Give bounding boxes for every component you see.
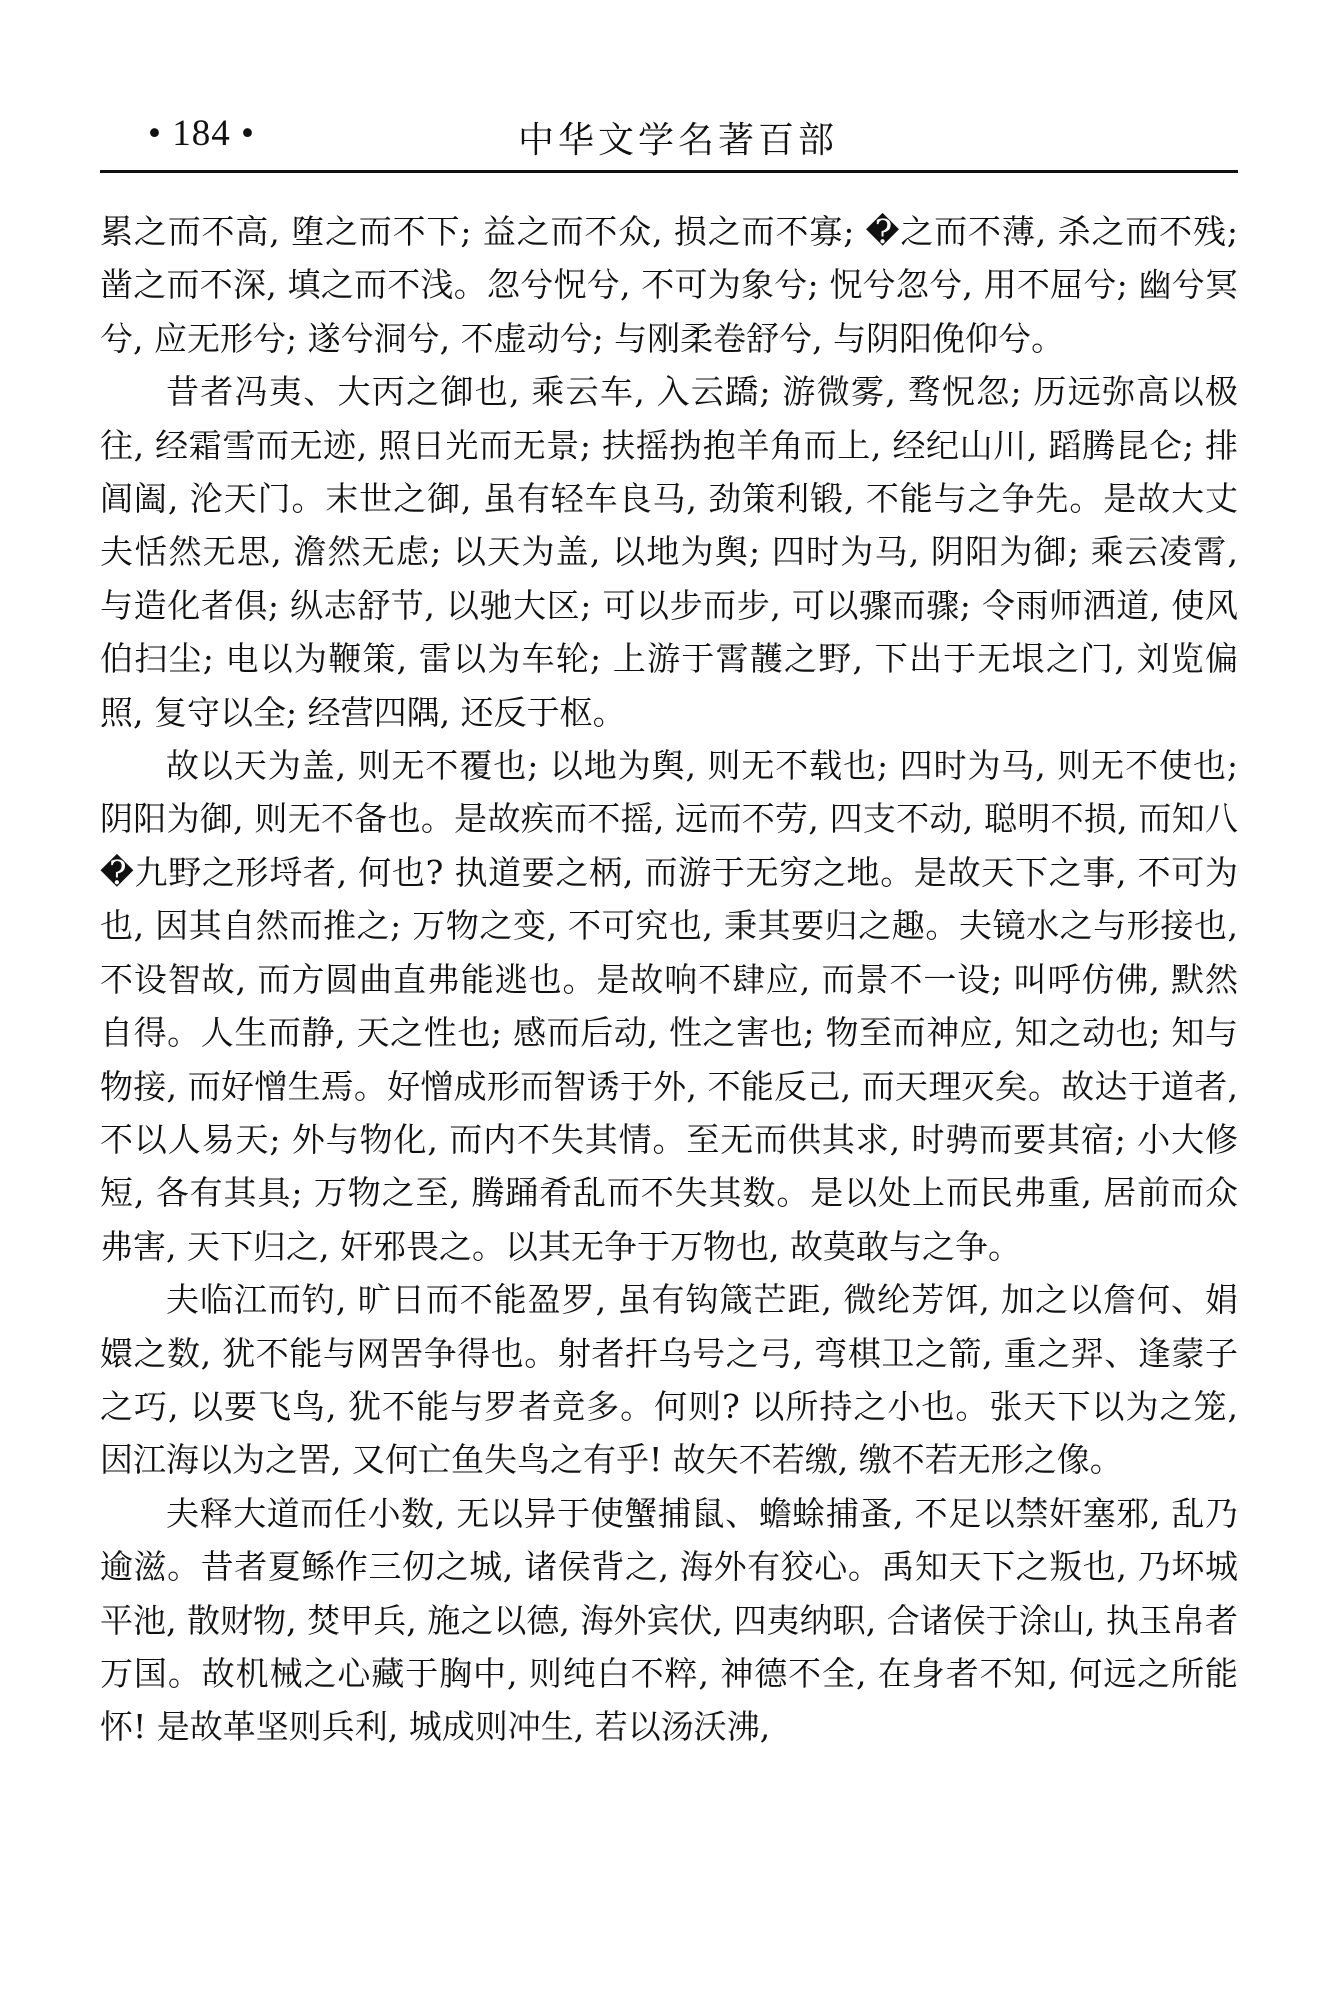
paragraph: 夫释大道而任小数, 无以异于使蟹捕鼠、蟾蜍捕蚤, 不足以禁奸塞邪, 乱乃逾滋。昔者夏鲧作三仞之城, 诸侯背之, 海外有狡心。禹知天下之叛也, 乃坏城平池, 散财物, 焚甲兵, 施之以德, 海外宾伏, 四夷纳职, 合诸侯于涂山, 执玉帛者万国。故机械之心藏于胸中, 则纯白不粹, 神德不全, 在身者不知, 何远之所能怀! 是故革坚则兵利, 城成则冲生, 若以汤沃沸, — [100, 1493, 1238, 1747]
page-header — [100, 100, 1238, 170]
paragraph: 累之而不高, 堕之而不下; 益之而不众, 损之而不寡; �之而不薄, 杀之而不残; 凿之而不深, 填之而不浅。忽兮怳兮, 不可为象兮; 怳兮忽兮, 用不屈兮; 幽兮冥兮, 应无形兮; 遂兮洞兮, 不虚动兮; 与刚柔卷舒兮, 与阴阳俛仰兮。 — [100, 212, 1238, 358]
body-text — [100, 205, 1238, 1754]
paragraph: 夫临江而钓, 旷日而不能盈罗, 虽有钩箴芒距, 微纶芳饵, 加之以詹何、娟嬛之数, 犹不能与网罟争得也。射者扞乌号之弓, 弯棋卫之箭, 重之羿、逢蒙子之巧, 以要飞鸟, 犹不能与罗者竞多。何则? 以所持之小也。张天下以为之笼, 因江海以为之罟, 又何亡鱼失鸟之有乎! 故矢不若缴, 缴不若无形之像。 — [100, 1280, 1238, 1480]
header-rule — [100, 170, 1238, 173]
book-title: 中华文学名著百部 — [518, 120, 839, 161]
page-number: • 184 • — [148, 113, 255, 154]
paragraph: 昔者冯夷、大丙之御也, 乘云车, 入云蹻; 游微雾, 骛怳忽; 历远弥高以极往, 经霜雪而无迹, 照日光而无景; 扶摇㧑抱羊角而上, 经纪山川, 蹈腾昆仑; 排阊阖, 沦天门。末世之御, 虽有轻车良马, 劲策利锻, 不能与之争先。是故大丈夫恬然无思, 澹然无虑; 以天为盖, 以地为舆; 四时为马, 阴阳为御; 乘云凌霄, 与造化者俱; 纵志舒节, 以驰大区; 可以步而步, 可以骤而骤; 令雨师洒道, 使风伯扫尘; 电以为鞭策, 雷以为车轮; 上游于霄䨼之野, 下出于无垠之门, 刘览偏照, 复守以全; 经营四隅, 还反于枢。 — [100, 372, 1238, 732]
paragraph: 故以天为盖, 则无不覆也; 以地为舆, 则无不载也; 四时为马, 则无不使也; 阴阳为御, 则无不备也。是故疾而不摇, 远而不劳, 四支不动, 聪明不损, 而知八�九野之形埒者, 何也? 执道要之柄, 而游于无穷之地。是故天下之事, 不可为也, 因其自然而推之; 万物之变, 不可究也, 秉其要归之趣。夫镜水之与形接也, 不设智故, 而方圆曲直弗能逃也。是故响不肆应, 而景不一设; 叫呼仿佛, 默然自得。人生而静, 天之性也; 感而后动, 性之害也; 物至而神应, 知之动也; 知与物接, 而好憎生焉。好憎成形而智诱于外, 不能反己, 而天理灭矣。故达于道者, 不以人易天; 外与物化, 而内不失其情。至无而供其求, 时骋而要其宿; 小大修短, 各有其具; 万物之至, 腾踊肴乱而不失其数。是以处上而民弗重, 居前而众弗害, 天下归之, 奸邪畏之。以其无争于万物也, 故莫敢与之争。 — [100, 746, 1238, 1266]
